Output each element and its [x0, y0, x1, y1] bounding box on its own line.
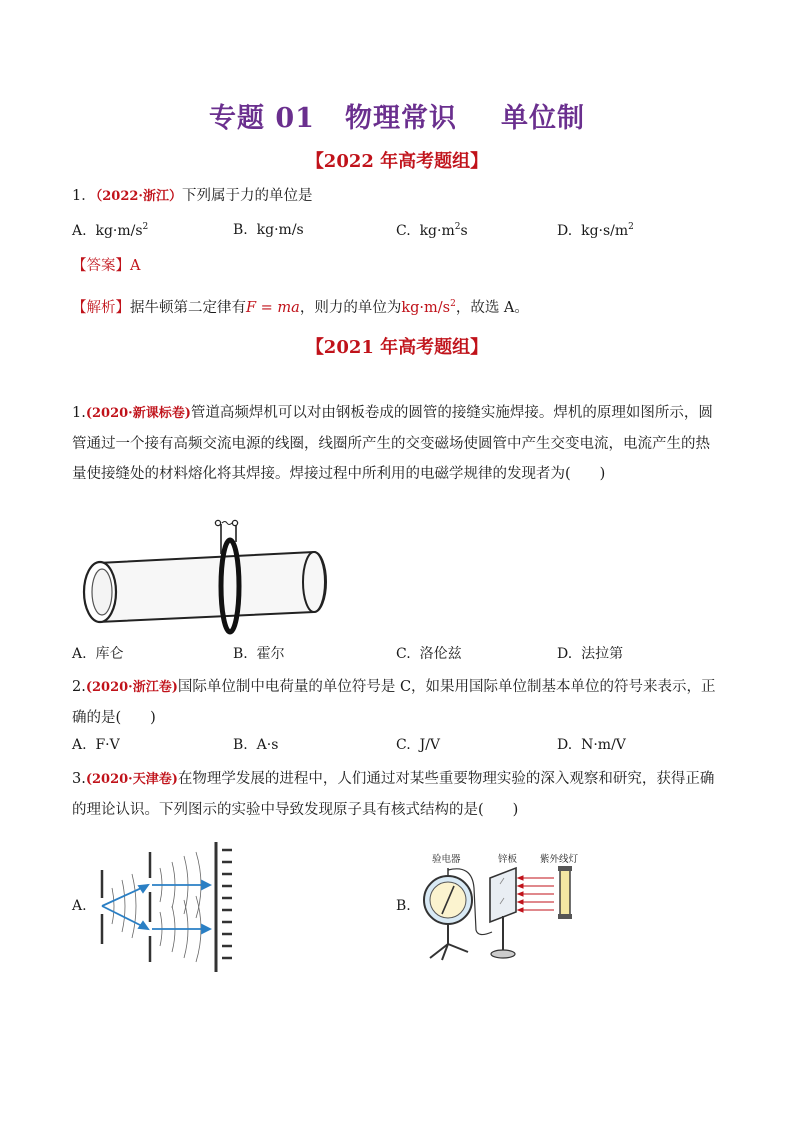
label-electroscope: 验电器	[432, 854, 461, 865]
pipe-far-end	[303, 552, 325, 612]
q2-option-c: C. 洛伦兹	[396, 646, 462, 662]
q3-option-d: D. N·m/V	[557, 737, 626, 753]
q2-option-d: D. 法拉第	[557, 646, 624, 662]
q2-option-b: B. 霍尔	[233, 646, 285, 662]
q3-option-c: C. J/V	[396, 737, 441, 753]
q3-paragraph: 2.(2020·浙江卷)国际单位制中电荷量的单位符号是 C，如果用国际单位制基本单位的符号来表示，正确的是( )	[72, 679, 716, 726]
q3-option-b: B. A·s	[233, 737, 279, 753]
title-part2: 物理常识	[344, 103, 457, 134]
double-slit-figure	[90, 838, 240, 976]
q1-stem	[72, 182, 312, 211]
title-part1: 专题 01	[209, 103, 315, 134]
q3-option-a: A. F·V	[72, 737, 120, 753]
q4-source: (2020·天津卷)	[85, 772, 178, 787]
q1-text: 下列属于力的单位是	[181, 188, 313, 204]
wavefronts	[112, 852, 201, 962]
q3-source: (2020·浙江卷)	[85, 680, 178, 695]
uv-rays	[518, 876, 554, 912]
light-path-arrows	[102, 881, 210, 933]
uv-lamp	[560, 868, 570, 916]
label-uv-lamp: 紫外线灯	[540, 854, 579, 865]
q4-text: 在物理学发展的进程中，人们通过对某些重要物理实验的深入观察和研究，获得正确的理论认识。下列图示的实验中导致发现原子具有核式结构的是( )	[72, 771, 715, 818]
q1-option-c: C. $kg\cdot m^2s$	[396, 222, 468, 239]
q2-option-a: A. 库仑	[72, 646, 124, 662]
q2-text: 管道高频焊机可以对由钢板卷成的圆管的接缝实施焊接。焊机的原理如图所示，圆管通过一个接有高频交流电源的线圈，线圈所产生的交变磁场使圆管中产生交变电流，电流产生的热量使接缝处的材料熔化将其焊接。焊接过程中所利用的电磁学规律的发现者为( )	[72, 405, 713, 482]
answer-value: A	[130, 258, 141, 274]
page-title	[0, 96, 794, 135]
analysis-label: 【解析】	[72, 300, 130, 316]
ac-symbol	[222, 522, 232, 525]
terminal-right	[232, 520, 237, 525]
q4-paragraph: 3.(2020·天津卷)在物理学发展的进程中，人们通过对某些重要物理实验的深入观察和研究，获得正确的理论认识。下列图示的实验中导致发现原子具有核式结构的是( )	[72, 771, 715, 818]
q2-source: (2020·新课标卷)	[85, 406, 191, 421]
label-zinc-plate: 锌板	[498, 854, 518, 865]
zinc-plate	[490, 868, 516, 922]
q1-source: （2022·浙江）	[95, 189, 182, 204]
q4-figure-b-label: B.	[396, 898, 411, 914]
pipe-inner-wall	[92, 569, 112, 615]
q1-option-a: A. $kg\cdot m/s^2$	[72, 222, 149, 239]
q1-option-d: D. $kg\cdot s/m^2$	[557, 222, 634, 239]
pipe-welding-figure	[78, 512, 340, 644]
answer-label: 【答案】	[72, 258, 130, 274]
q1-analysis: 【解析】据牛顿第二定律有F = ma，则力的单位为$kg\cdot m/s^2$，故选 A。	[72, 299, 529, 316]
fringe-marks	[222, 850, 232, 958]
photoelectric-figure	[412, 848, 592, 966]
q3-text: 国际单位制中电荷量的单位符号是 C，如果用国际单位制基本单位的符号来表示，正确的是( )	[72, 679, 716, 726]
group-heading-2021: 【2021 年高考题组】	[305, 337, 489, 358]
analysis-formula: F = ma	[246, 300, 300, 316]
terminal-left	[215, 520, 220, 525]
q1-number: 1．	[72, 188, 96, 204]
q1-answer	[72, 252, 140, 280]
title-part3: 单位制	[500, 103, 585, 134]
pipe-body	[98, 552, 326, 622]
q4-figure-a-label: A.	[72, 898, 87, 914]
q1-option-b: B. kg·m/s	[233, 222, 304, 238]
q2-paragraph: 1.(2020·新课标卷)管道高频焊机可以对由钢板卷成的圆管的接缝实施焊接。焊机的原理如图所示，圆管通过一个接有高频交流电源的线圈，线圈所产生的交变磁场使圆管中产生交变电流，电流产生的热量使接缝处的材料熔化将其焊接。焊接过程中所利用的电磁学规律的发现者为( )	[72, 405, 713, 482]
group-heading-2022: 【2022 年高考题组】	[305, 151, 489, 172]
